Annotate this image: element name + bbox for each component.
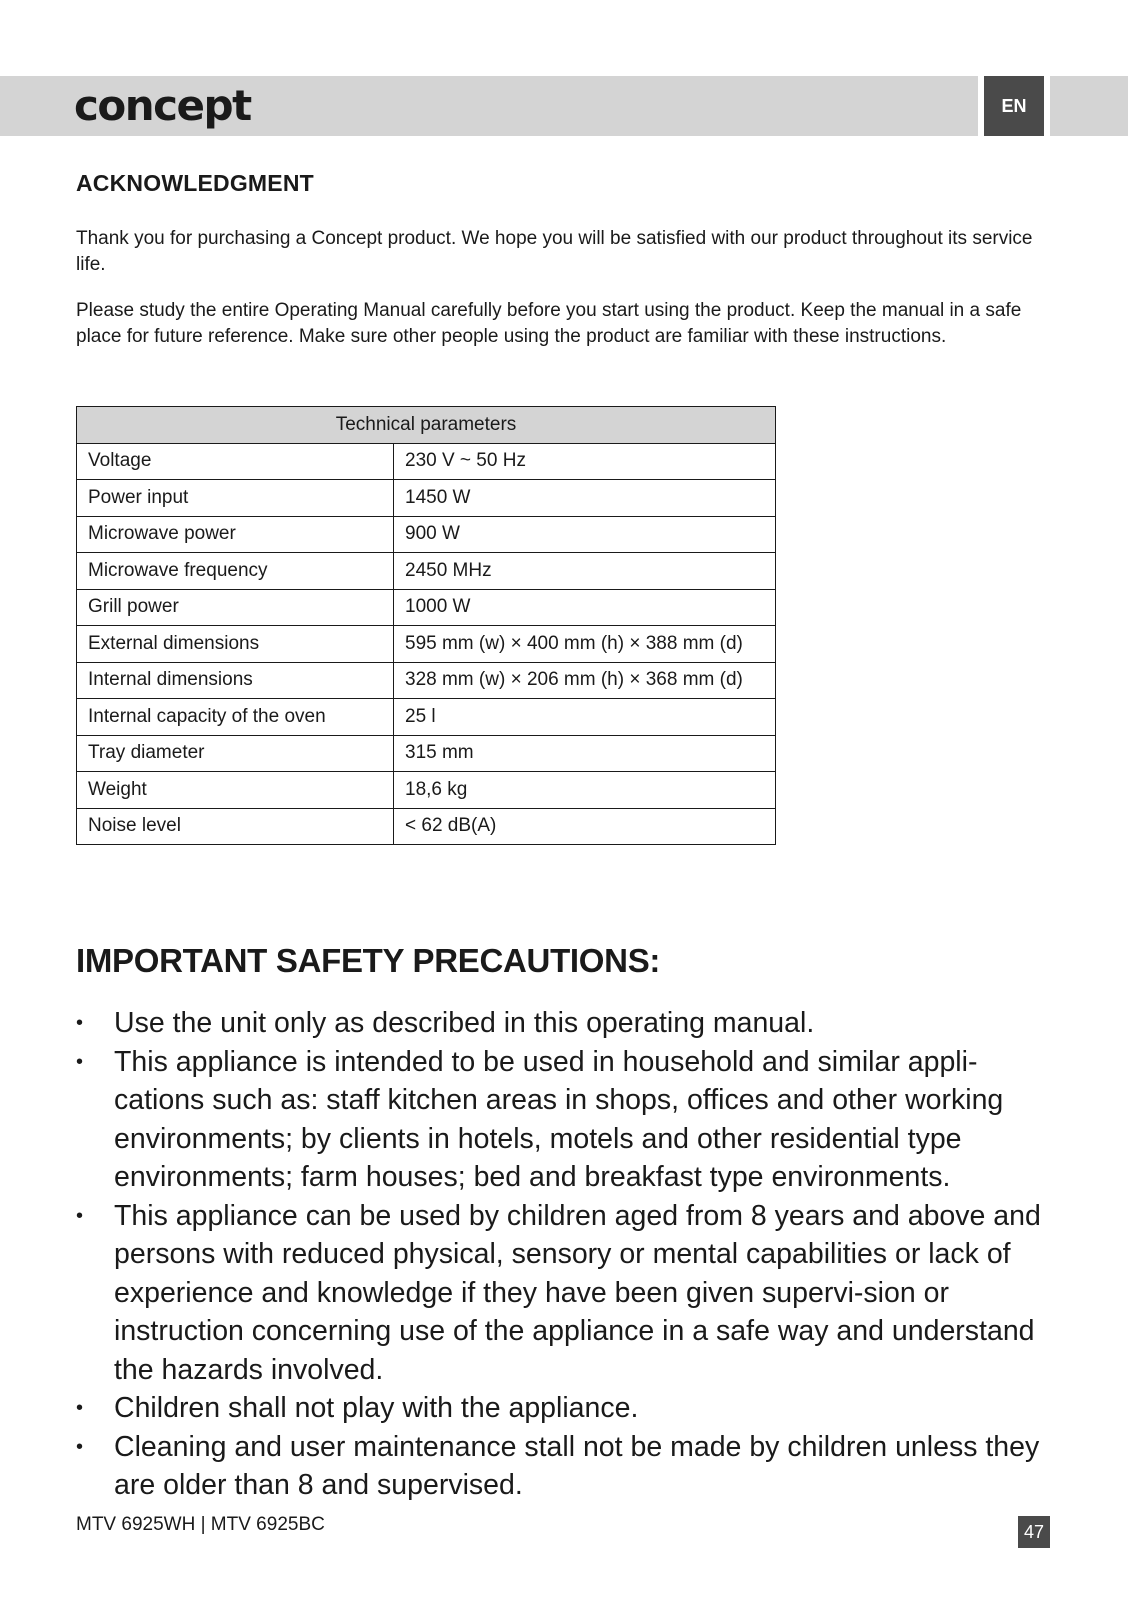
bullet-icon: •	[76, 1204, 84, 1227]
parameter-value: 900 W	[394, 516, 776, 553]
parameter-value: 328 mm (w) × 206 mm (h) × 368 mm (d)	[394, 662, 776, 699]
language-badge: EN	[984, 76, 1044, 136]
list-item	[76, 1004, 1056, 1043]
intro-paragraph-manual: Please study the entire Operating Manual carefully before you start using the product. Keep the manual in a safe place for future reference. Make sure other people using the product are familiar with these instructions.	[76, 300, 1022, 347]
parameter-value: 1450 W	[394, 480, 776, 517]
brand-logo: concept	[74, 81, 251, 130]
table-row	[77, 589, 776, 626]
parameter-value: < 62 dB(A)	[394, 808, 776, 845]
table-body	[77, 443, 776, 845]
acknowledgment-heading: ACKNOWLEDGMENT	[76, 170, 314, 196]
parameter-value: 25 l	[394, 699, 776, 736]
parameter-value: 595 mm (w) × 400 mm (h) × 388 mm (d)	[394, 626, 776, 663]
parameter-name: Microwave frequency	[77, 553, 394, 590]
list-item	[76, 1197, 1056, 1390]
safety-list	[76, 1004, 1056, 1505]
table-row	[77, 443, 776, 480]
list-item-text: This appliance can be used by children aged from 8 years and above and persons with reduced physical, sensory or mental capabilities or lack of experience and knowledge if they have been given supervi-sion or instruction concerning use of the appliance in a safe way and understand the hazards involved.	[114, 1199, 1041, 1386]
parameter-value: 315 mm	[394, 735, 776, 772]
parameter-name: External dimensions	[77, 626, 394, 663]
parameter-value: 18,6 kg	[394, 772, 776, 809]
table-row	[77, 735, 776, 772]
parameter-value: 2450 MHz	[394, 553, 776, 590]
page-number: 47	[1018, 1516, 1050, 1548]
parameter-value: 1000 W	[394, 589, 776, 626]
table-row	[77, 626, 776, 663]
table-row	[77, 808, 776, 845]
parameter-value: 230 V ~ 50 Hz	[394, 443, 776, 480]
parameter-name: Internal capacity of the oven	[77, 699, 394, 736]
bullet-icon: •	[76, 1435, 84, 1458]
table-row	[77, 553, 776, 590]
bullet-icon: •	[76, 1012, 84, 1034]
table-row	[77, 516, 776, 553]
list-item-text: Use the unit only as described in this operating manual.	[114, 1007, 815, 1039]
table-title: Technical parameters	[77, 407, 776, 444]
parameter-name: Power input	[77, 480, 394, 517]
bullet-icon: •	[76, 1050, 84, 1073]
table-row	[77, 480, 776, 517]
intro-paragraph-thanks: Thank you for purchasing a Concept product. We hope you will be satisfied with our product throughout its service life.	[76, 228, 1033, 275]
technical-parameters-table	[76, 406, 776, 845]
parameter-name: Grill power	[77, 589, 394, 626]
list-item	[76, 1043, 1056, 1197]
parameter-name: Weight	[77, 772, 394, 809]
parameter-name: Internal dimensions	[77, 662, 394, 699]
table-header-row	[77, 407, 776, 444]
parameter-name: Microwave power	[77, 516, 394, 553]
list-item-text: Cleaning and user maintenance stall not be made by children unless they are older than 8 and supervised.	[114, 1430, 1040, 1501]
bullet-icon: •	[76, 1397, 84, 1419]
list-item-text: Children shall not play with the appliance.	[114, 1392, 639, 1424]
parameter-name: Voltage	[77, 443, 394, 480]
header-bar-end	[1050, 76, 1128, 136]
safety-heading: IMPORTANT SAFETY PRECAUTIONS:	[76, 942, 661, 979]
table-row	[77, 662, 776, 699]
parameter-name: Tray diameter	[77, 735, 394, 772]
table-row	[77, 772, 776, 809]
parameter-name: Noise level	[77, 808, 394, 845]
list-item	[76, 1428, 1056, 1505]
footer-model-number: MTV 6925WH | MTV 6925BC	[76, 1514, 325, 1535]
list-item	[76, 1389, 1056, 1428]
list-item-text: This appliance is intended to be used in household and similar appli-cations such as: staff kitchen areas in shops, offices and other working environments; by clients in hotels, motels and other residential type environments; farm houses; bed and breakfast type environments.	[114, 1045, 1004, 1193]
table-row	[77, 699, 776, 736]
